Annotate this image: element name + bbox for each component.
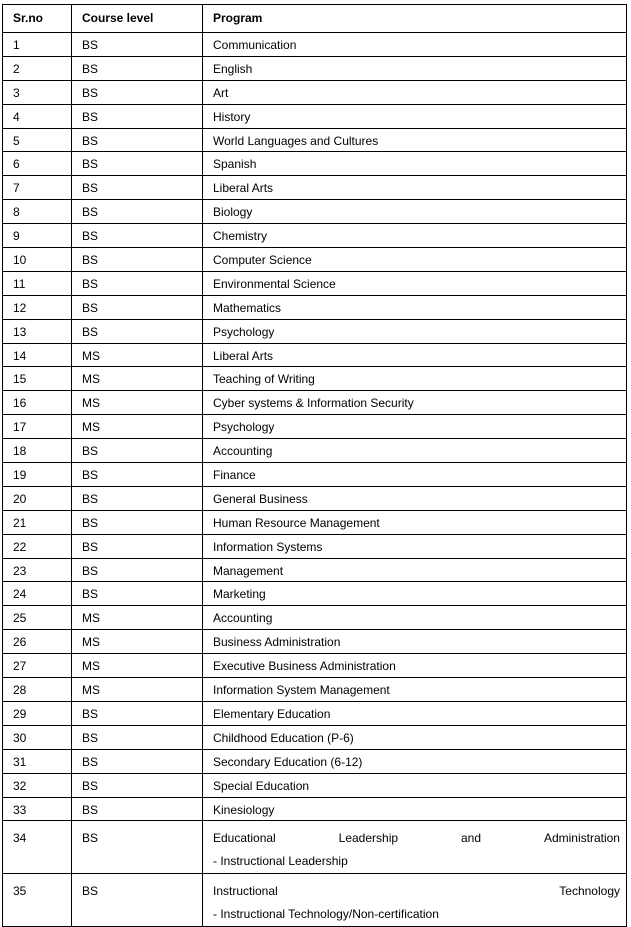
cell-sr-no: 12: [3, 295, 72, 319]
cell-course-level: BS: [72, 874, 203, 927]
table-row: [3, 654, 627, 678]
cell-program: Psychology: [203, 319, 627, 343]
table-row: [3, 630, 627, 654]
table-row: [3, 343, 627, 367]
cell-program: Biology: [203, 200, 627, 224]
cell-program: Accounting: [203, 606, 627, 630]
program-line-2: - Instructional Leadership: [213, 854, 348, 869]
program-line-1: [213, 880, 626, 903]
table-row: [3, 80, 627, 104]
table-row: [3, 295, 627, 319]
cell-program: Business Administration: [203, 630, 627, 654]
cell-sr-no: 34: [3, 821, 72, 874]
cell-program: Art: [203, 80, 627, 104]
table-row: [3, 558, 627, 582]
table-row: [3, 319, 627, 343]
cell-program: Secondary Education (6-12): [203, 749, 627, 773]
cell-sr-no: 23: [3, 558, 72, 582]
cell-course-level: BS: [72, 582, 203, 606]
table-row: [3, 104, 627, 128]
cell-program: Computer Science: [203, 248, 627, 272]
cell-sr-no: 32: [3, 773, 72, 797]
table-row: [3, 797, 627, 821]
table-row: [3, 367, 627, 391]
cell-course-level: MS: [72, 654, 203, 678]
cell-sr-no: 35: [3, 874, 72, 927]
cell-program: [203, 874, 627, 927]
cell-course-level: BS: [72, 486, 203, 510]
cell-program: Special Education: [203, 773, 627, 797]
cell-course-level: BS: [72, 33, 203, 57]
cell-sr-no: 1: [3, 33, 72, 57]
cell-sr-no: 7: [3, 176, 72, 200]
cell-sr-no: 20: [3, 486, 72, 510]
program-word: Technology: [559, 884, 620, 899]
table-row: [3, 33, 627, 57]
cell-program: History: [203, 104, 627, 128]
cell-program: Marketing: [203, 582, 627, 606]
cell-course-level: BS: [72, 510, 203, 534]
cell-sr-no: 19: [3, 463, 72, 487]
cell-sr-no: 24: [3, 582, 72, 606]
table-row: [3, 678, 627, 702]
cell-sr-no: 26: [3, 630, 72, 654]
cell-program: Chemistry: [203, 224, 627, 248]
cell-program: Spanish: [203, 152, 627, 176]
cell-course-level: MS: [72, 678, 203, 702]
header-sr-no: Sr.no: [3, 5, 72, 33]
cell-course-level: BS: [72, 128, 203, 152]
header-course-level: Course level: [72, 5, 203, 33]
cell-program: World Languages and Cultures: [203, 128, 627, 152]
cell-program: General Business: [203, 486, 627, 510]
cell-course-level: BS: [72, 295, 203, 319]
cell-program: Kinesiology: [203, 797, 627, 821]
cell-course-level: BS: [72, 725, 203, 749]
cell-sr-no: 27: [3, 654, 72, 678]
cell-program: [203, 821, 627, 874]
cell-sr-no: 29: [3, 701, 72, 725]
cell-program: English: [203, 56, 627, 80]
table-header-row: [3, 5, 627, 33]
table-row: [3, 773, 627, 797]
cell-course-level: BS: [72, 463, 203, 487]
cell-course-level: BS: [72, 773, 203, 797]
cell-course-level: BS: [72, 439, 203, 463]
cell-program: Management: [203, 558, 627, 582]
cell-sr-no: 8: [3, 200, 72, 224]
cell-program: Psychology: [203, 415, 627, 439]
table-row: [3, 152, 627, 176]
cell-course-level: BS: [72, 558, 203, 582]
table-row: [3, 821, 627, 874]
cell-program: Communication: [203, 33, 627, 57]
cell-program: Accounting: [203, 439, 627, 463]
cell-program: Childhood Education (P-6): [203, 725, 627, 749]
table-row: [3, 248, 627, 272]
cell-sr-no: 9: [3, 224, 72, 248]
cell-course-level: BS: [72, 701, 203, 725]
cell-course-level: MS: [72, 367, 203, 391]
cell-course-level: BS: [72, 176, 203, 200]
cell-sr-no: 21: [3, 510, 72, 534]
cell-program: Human Resource Management: [203, 510, 627, 534]
cell-course-level: BS: [72, 104, 203, 128]
program-word: and: [460, 831, 482, 846]
cell-program: Liberal Arts: [203, 343, 627, 367]
cell-sr-no: 5: [3, 128, 72, 152]
cell-course-level: BS: [72, 248, 203, 272]
cell-program: Finance: [203, 463, 627, 487]
cell-sr-no: 25: [3, 606, 72, 630]
table-row: [3, 439, 627, 463]
cell-course-level: MS: [72, 415, 203, 439]
cell-sr-no: 2: [3, 56, 72, 80]
cell-course-level: BS: [72, 271, 203, 295]
programs-table: [2, 4, 627, 927]
cell-course-level: BS: [72, 56, 203, 80]
program-word: Educational: [213, 831, 276, 846]
table-row: [3, 391, 627, 415]
cell-sr-no: 4: [3, 104, 72, 128]
program-word: Instructional: [213, 884, 278, 899]
cell-sr-no: 22: [3, 534, 72, 558]
cell-sr-no: 17: [3, 415, 72, 439]
cell-program: Liberal Arts: [203, 176, 627, 200]
cell-sr-no: 3: [3, 80, 72, 104]
cell-program: Information Systems: [203, 534, 627, 558]
table-row: [3, 725, 627, 749]
cell-course-level: BS: [72, 534, 203, 558]
cell-sr-no: 6: [3, 152, 72, 176]
cell-sr-no: 18: [3, 439, 72, 463]
cell-sr-no: 13: [3, 319, 72, 343]
table-row: [3, 486, 627, 510]
table-row: [3, 510, 627, 534]
cell-sr-no: 11: [3, 271, 72, 295]
header-program: Program: [203, 5, 627, 33]
table-row: [3, 874, 627, 927]
cell-course-level: BS: [72, 152, 203, 176]
program-word: Administration: [543, 831, 620, 846]
cell-course-level: MS: [72, 606, 203, 630]
program-line-2: - Instructional Technology/Non-certification: [213, 907, 439, 922]
cell-course-level: BS: [72, 797, 203, 821]
cell-course-level: MS: [72, 343, 203, 367]
cell-sr-no: 16: [3, 391, 72, 415]
cell-sr-no: 30: [3, 725, 72, 749]
table-row: [3, 534, 627, 558]
table-row: [3, 582, 627, 606]
table-row: [3, 415, 627, 439]
table-row: [3, 749, 627, 773]
table-row: [3, 271, 627, 295]
table-row: [3, 463, 627, 487]
cell-course-level: MS: [72, 630, 203, 654]
cell-program: Cyber systems & Information Security: [203, 391, 627, 415]
cell-course-level: BS: [72, 200, 203, 224]
table-row: [3, 606, 627, 630]
cell-sr-no: 33: [3, 797, 72, 821]
cell-course-level: MS: [72, 391, 203, 415]
cell-sr-no: 28: [3, 678, 72, 702]
cell-program: Teaching of Writing: [203, 367, 627, 391]
cell-program: Environmental Science: [203, 271, 627, 295]
program-word: Leadership: [338, 831, 399, 846]
cell-course-level: BS: [72, 749, 203, 773]
cell-program: Elementary Education: [203, 701, 627, 725]
table-row: [3, 128, 627, 152]
cell-program: Mathematics: [203, 295, 627, 319]
program-line-1: [213, 827, 626, 850]
cell-sr-no: 15: [3, 367, 72, 391]
cell-course-level: BS: [72, 80, 203, 104]
table-body: [3, 33, 627, 927]
table-row: [3, 701, 627, 725]
cell-program: Information System Management: [203, 678, 627, 702]
cell-program: Executive Business Administration: [203, 654, 627, 678]
cell-sr-no: 14: [3, 343, 72, 367]
table-row: [3, 200, 627, 224]
table-row: [3, 176, 627, 200]
cell-sr-no: 31: [3, 749, 72, 773]
cell-course-level: BS: [72, 821, 203, 874]
cell-course-level: BS: [72, 319, 203, 343]
cell-sr-no: 10: [3, 248, 72, 272]
cell-course-level: BS: [72, 224, 203, 248]
table-row: [3, 224, 627, 248]
table-row: [3, 56, 627, 80]
